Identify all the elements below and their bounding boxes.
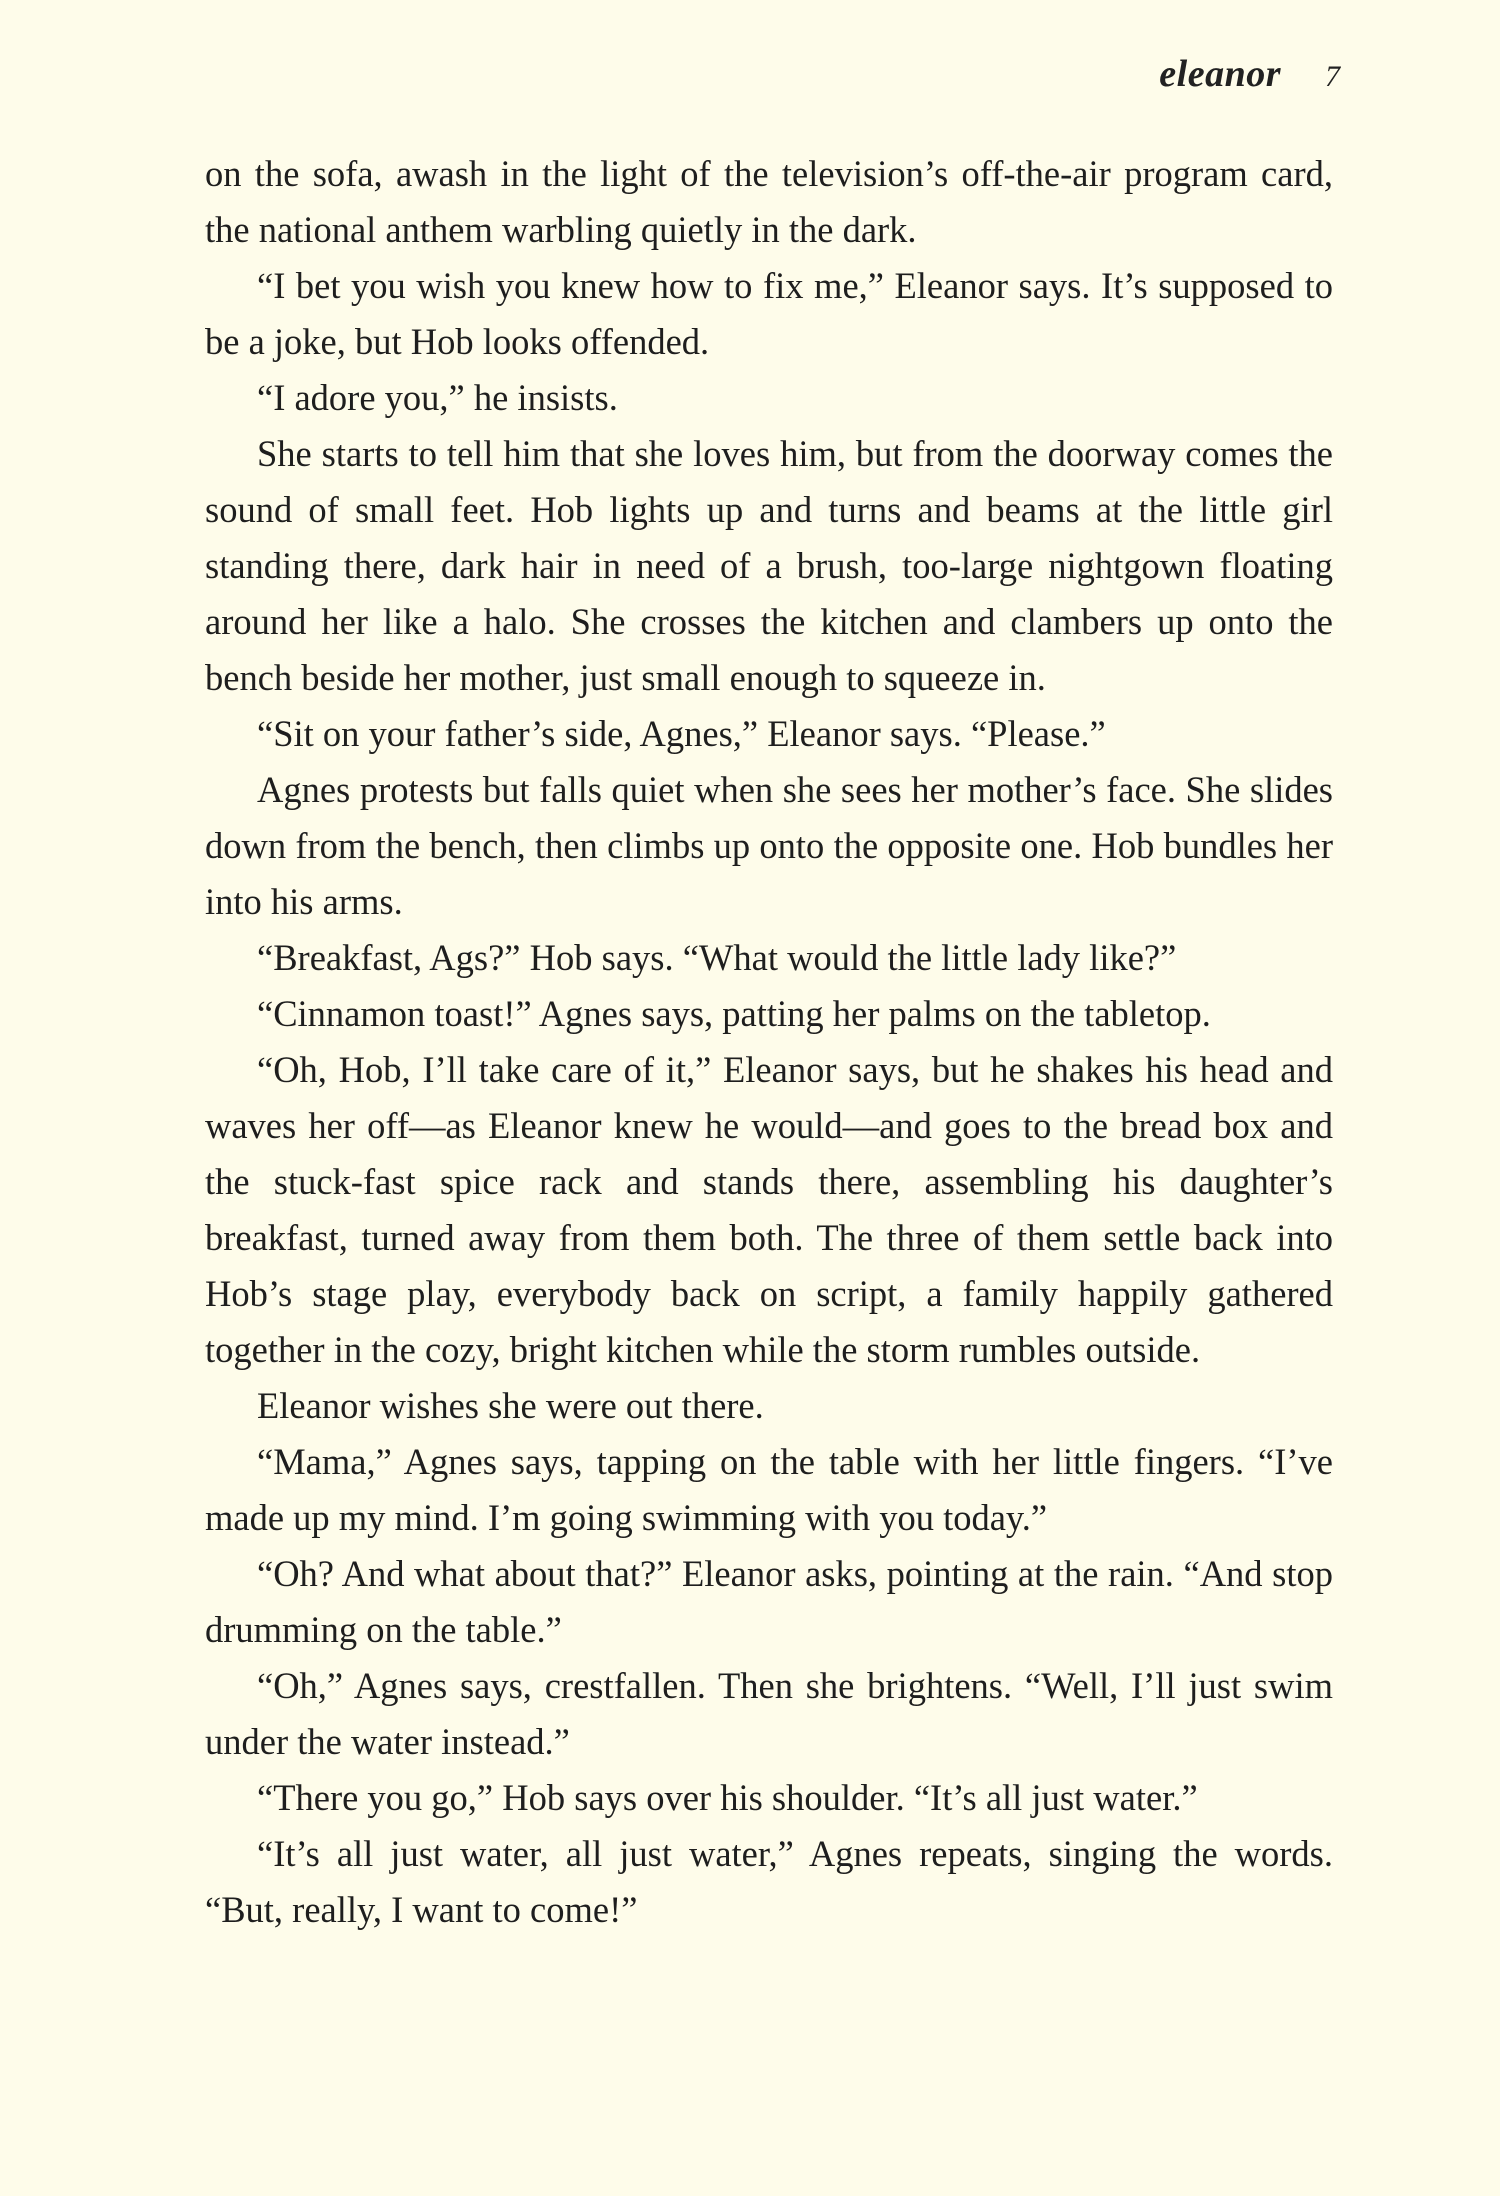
paragraph: “Oh,” Agnes says, crestfallen. Then she brightens. “Well, I’ll just swim under the water instead.”: [205, 1665, 1333, 1762]
paragraph: “I adore you,” he insists.: [257, 377, 618, 418]
paragraph: “There you go,” Hob says over his shoulder. “It’s all just water.”: [257, 1777, 1198, 1818]
paragraph: “I bet you wish you knew how to fix me,” Eleanor says. It’s supposed to be a joke, but Hob looks offended.: [205, 265, 1333, 362]
paragraph: “Oh? And what about that?” Eleanor asks, pointing at the rain. “And stop drumming on the table.”: [205, 1553, 1333, 1650]
running-head-title: eleanor: [1159, 53, 1281, 95]
paragraph: “Oh, Hob, I’ll take care of it,” Eleanor says, but he shakes his head and waves her off—as Eleanor knew he would—and goes to the bread box and the stuck-fast spice rack and stands there, assembling his daughter’s breakfast, turned away from them both. The three of them settle back into Hob’s stage play, everybody back on script, a family happily gathered together in the cozy, bright kitchen while the storm rumbles outside.: [205, 1049, 1333, 1370]
paragraph: “Mama,” Agnes says, tapping on the table with her little fingers. “I’ve made up my mind. I’m going swimming with you today.”: [205, 1441, 1333, 1538]
body-text: [205, 146, 1333, 1938]
paragraph: Agnes protests but falls quiet when she sees her mother’s face. She slides down from the bench, then climbs up onto the opposite one. Hob bundles her into his arms.: [205, 769, 1333, 922]
paragraph: “Sit on your father’s side, Agnes,” Eleanor says. “Please.”: [257, 713, 1106, 754]
page-number: 7: [1325, 60, 1340, 93]
paragraph: “Breakfast, Ags?” Hob says. “What would the little lady like?”: [257, 937, 1177, 978]
paragraph: She starts to tell him that she loves him, but from the doorway comes the sound of small feet. Hob lights up and turns and beams at the little girl standing there, dark hair in need of a brush, too-large nightgown floating around her like a halo. She crosses the kitchen and clambers up onto the bench beside her mother, just small enough to squeeze in.: [205, 433, 1333, 698]
paragraph: “Cinnamon toast!” Agnes says, patting her palms on the tabletop.: [257, 993, 1211, 1034]
paragraph: Eleanor wishes she were out there.: [257, 1385, 764, 1426]
running-head: [1159, 52, 1340, 112]
paragraph: on the sofa, awash in the light of the television’s off-the-air program card, the national anthem warbling quietly in the dark.: [205, 153, 1333, 250]
paragraph: “It’s all just water, all just water,” Agnes repeats, singing the words. “But, really, I want to come!”: [205, 1833, 1333, 1930]
